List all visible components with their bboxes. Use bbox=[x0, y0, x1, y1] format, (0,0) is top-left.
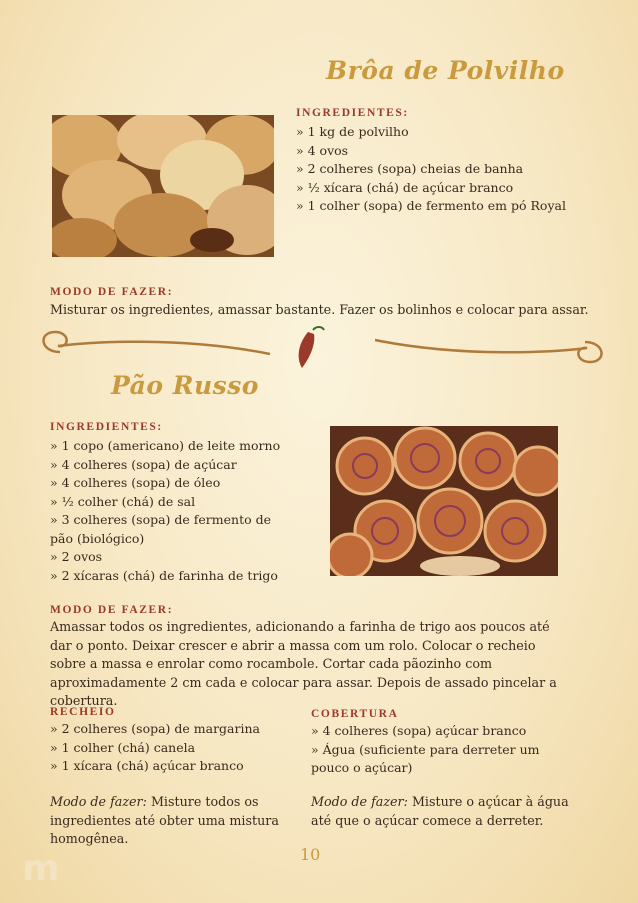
recipe1-ingredients-label: INGREDIENTES: bbox=[296, 107, 409, 119]
topping-method-label: Modo de fazer: bbox=[311, 794, 408, 809]
list-item: » 1 kg de polvilho bbox=[296, 123, 596, 142]
recipe1-title: Brôa de Polvilho bbox=[326, 56, 565, 85]
recipe1-method-text: Misturar os ingredientes, amassar bastante. Fazer os bolinhos e colocar para assar. bbox=[50, 302, 589, 317]
topping-method-text: Misture o açúcar à água até que o açúcar comece a derreter. bbox=[311, 794, 569, 828]
filling-list bbox=[50, 720, 290, 776]
list-item: » ½ xícara (chá) de açúcar branco bbox=[296, 179, 596, 198]
list-item: » Água (suficiente para derreter um pouco o açúcar) bbox=[311, 741, 551, 778]
recipe2-title: Pão Russo bbox=[111, 371, 259, 400]
topping-list bbox=[311, 722, 551, 778]
list-item: » 4 ovos bbox=[296, 142, 596, 161]
recipe1-method-label: MODO DE FAZER: bbox=[50, 286, 174, 298]
list-item: » 1 colher (sopa) de fermento em pó Royal bbox=[296, 197, 596, 216]
topping-label: COBERTURA bbox=[311, 708, 399, 720]
list-item: » 2 xícaras (chá) de farinha de trigo bbox=[50, 567, 290, 586]
page-number: 10 bbox=[300, 845, 321, 864]
list-item: » 2 colheres (sopa) cheias de banha bbox=[296, 160, 596, 179]
recipe2-photo bbox=[330, 426, 558, 576]
list-item: » 2 ovos bbox=[50, 548, 290, 567]
filling-method-text: Misture todos os ingredientes até obter uma mistura homogênea. bbox=[50, 794, 279, 847]
list-item: » 2 colheres (sopa) de margarina bbox=[50, 720, 290, 739]
list-item: » 1 colher (chá) canela bbox=[50, 739, 290, 758]
list-item: » 4 colheres (sopa) de açúcar bbox=[50, 456, 290, 475]
recipe2-ingredients-list bbox=[50, 437, 290, 585]
recipe2-method-text: Amassar todos os ingredientes, adicionando a farinha de trigo aos poucos até dar o ponto. Deixar crescer e abrir a massa com um rolo. Colocar o recheio sobre a massa e enrolar como rocambole. Cortar cada pãozinho com aproximadamente 2 cm cada e colocar para assar. Depois de assado pincelar a cobertura. bbox=[50, 619, 557, 709]
list-item: » ½ colher (chá) de sal bbox=[50, 493, 290, 512]
filling-method bbox=[50, 793, 280, 849]
filling-label: RECHEIO bbox=[50, 706, 116, 718]
filling-method-label: Modo de fazer: bbox=[50, 794, 147, 809]
recipe1-ingredients-list bbox=[296, 123, 596, 216]
ornament-divider bbox=[30, 322, 615, 370]
logo: m bbox=[22, 848, 60, 889]
list-item: » 4 colheres (sopa) de óleo bbox=[50, 474, 290, 493]
topping-method bbox=[311, 793, 571, 830]
recipe2-method-label: MODO DE FAZER: bbox=[50, 604, 174, 616]
list-item: » 4 colheres (sopa) açúcar branco bbox=[311, 722, 551, 741]
list-item: » 1 copo (americano) de leite morno bbox=[50, 437, 290, 456]
list-item: » 1 xícara (chá) açúcar branco bbox=[50, 757, 290, 776]
recipe1-photo bbox=[52, 115, 274, 257]
list-item: » 3 colheres (sopa) de fermento de pão (biológico) bbox=[50, 511, 290, 548]
recipe2-ingredients-label: INGREDIENTES: bbox=[50, 421, 163, 433]
